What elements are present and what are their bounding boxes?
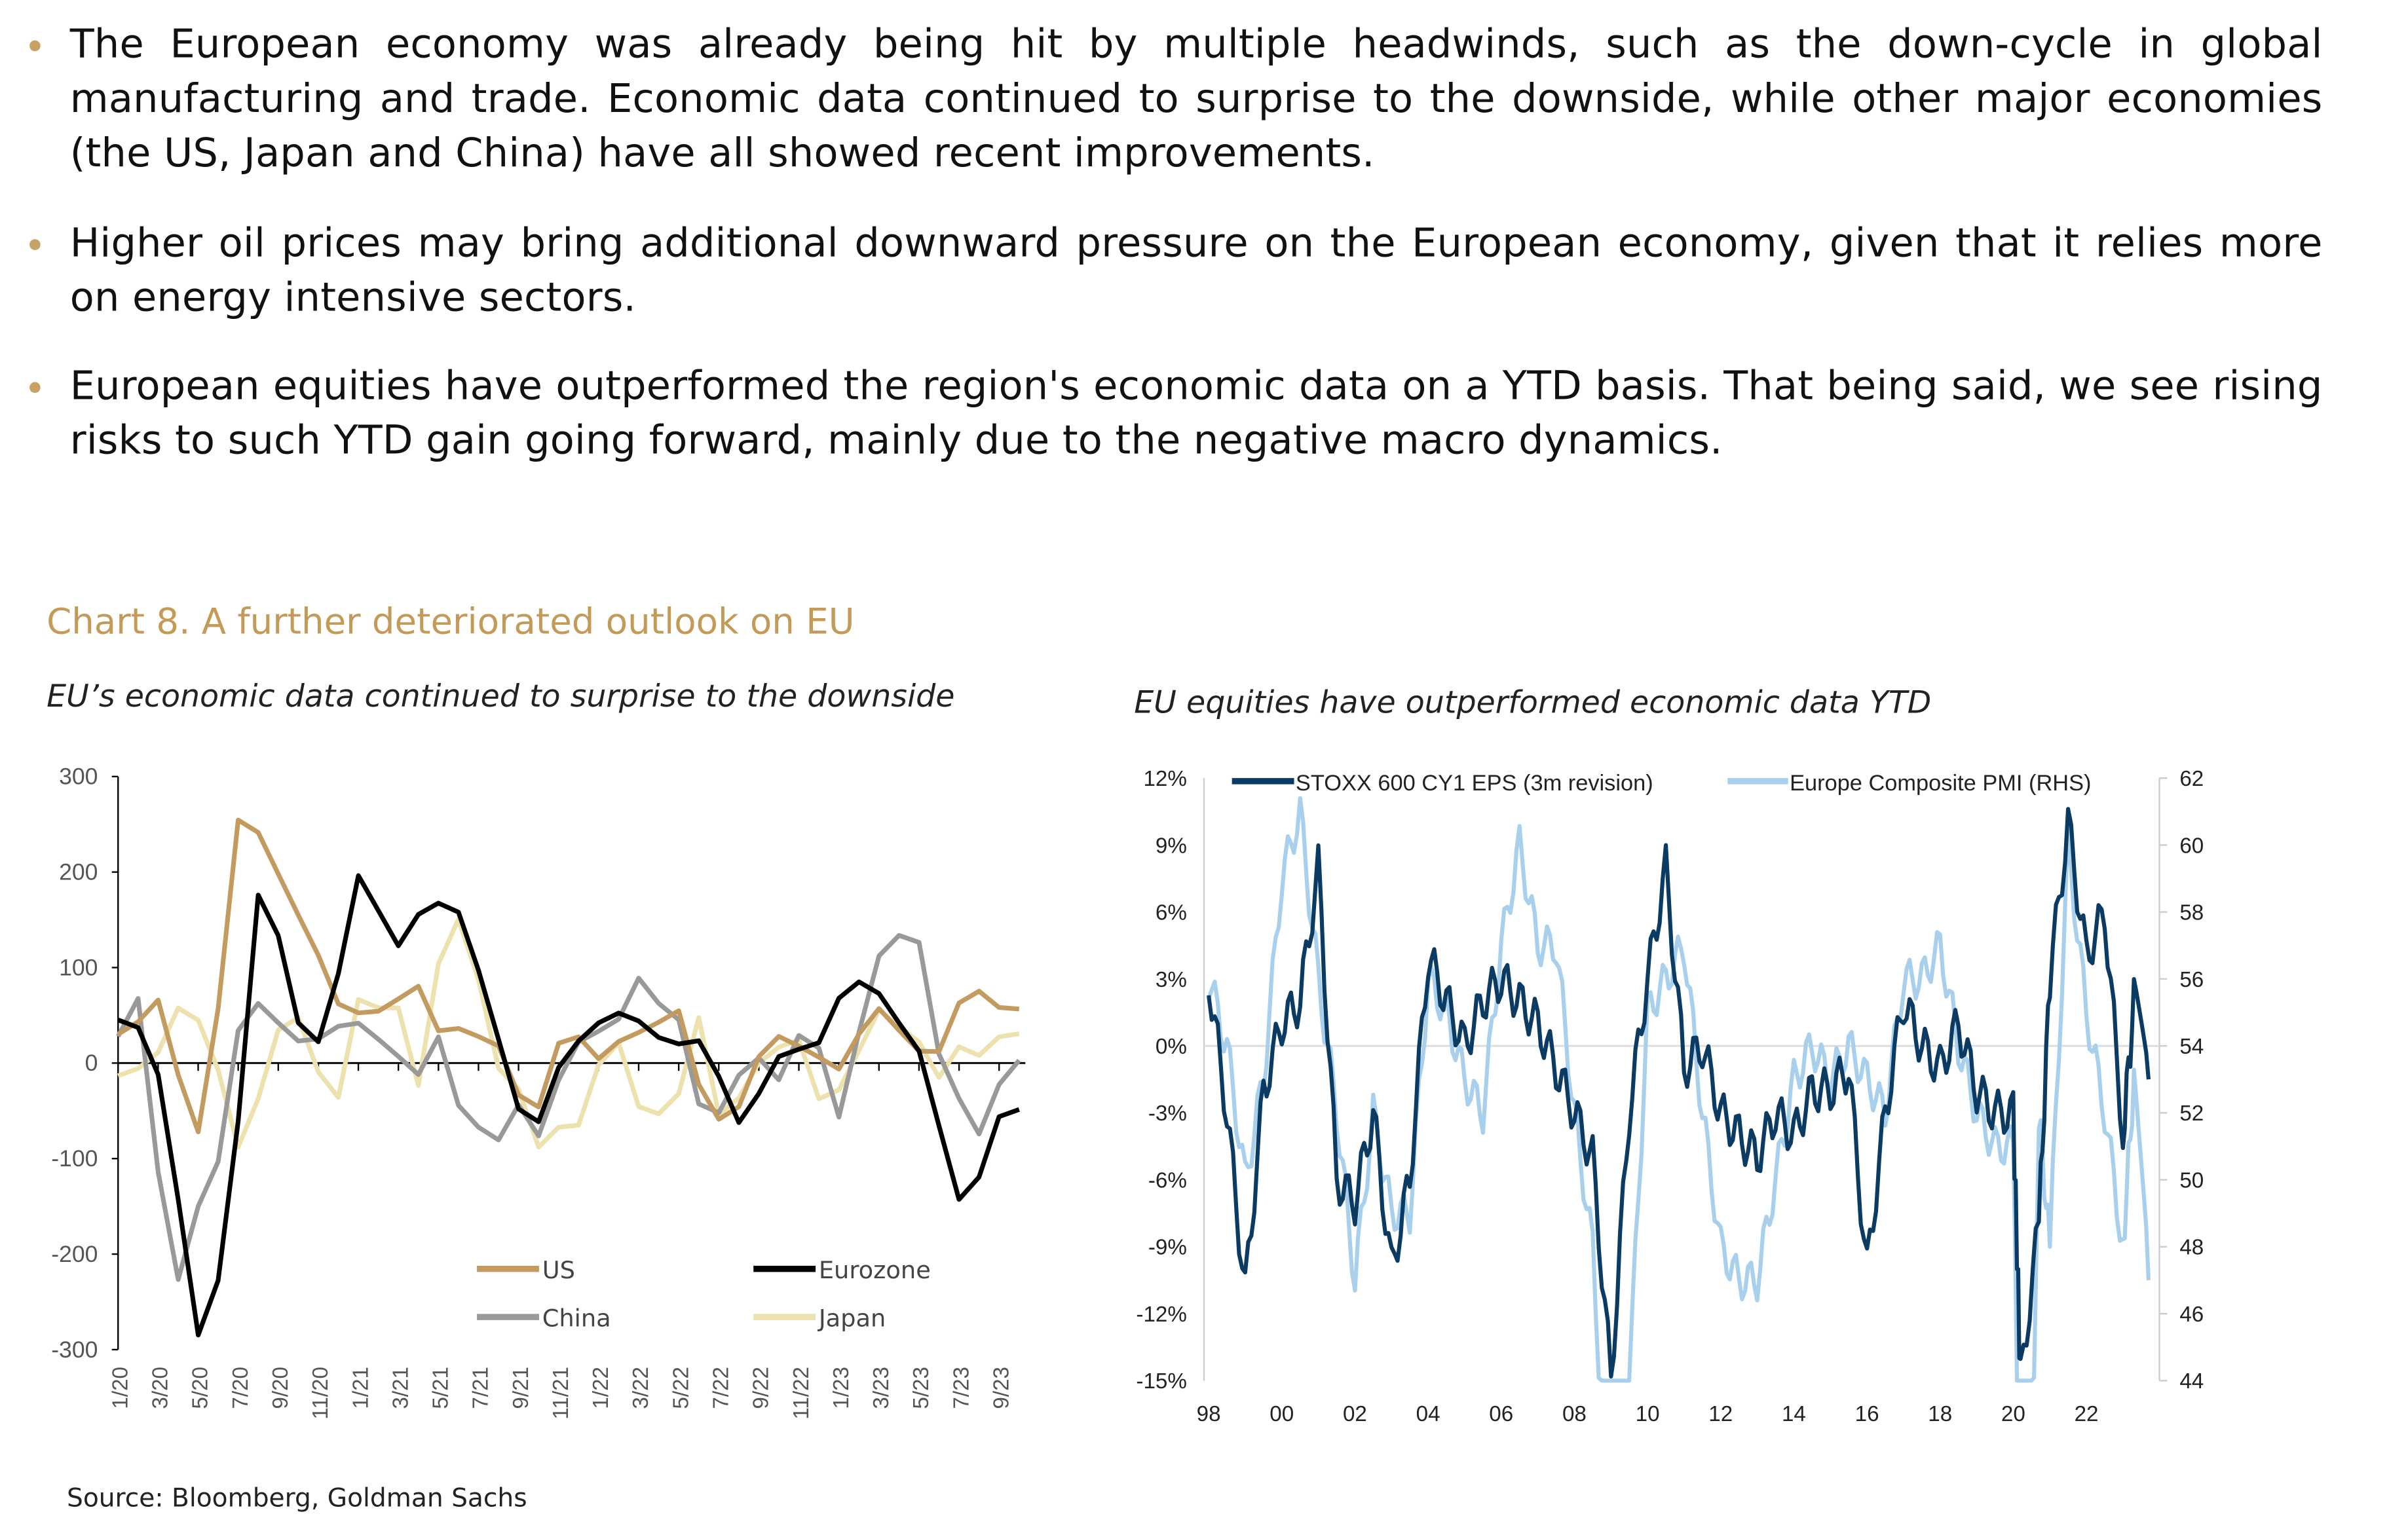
y-tick-label: 9% <box>1155 834 1187 859</box>
x-tick-label: 06 <box>1489 1402 1514 1427</box>
x-tick-label: 08 <box>1562 1402 1587 1427</box>
x-tick-label: 20 <box>2001 1402 2025 1427</box>
x-tick-label: 11/22 <box>789 1367 814 1420</box>
x-tick-label: 11/20 <box>309 1367 333 1420</box>
bullet-text: The European economy was already being hit by multiple headwinds, such as the down-cycle in global manufacturing and trade. Economic data continued to surprise to the downside, while other major economies (the US, Japan and China) have all showed recent improvements. <box>69 22 2323 177</box>
chart-title: Chart 8. A further deteriorated outlook on EU <box>47 602 855 643</box>
y2-tick-label: 62 <box>2179 767 2204 792</box>
x-tick-label: 3/20 <box>148 1367 173 1409</box>
right-chart-subtitle: EU equities have outperformed economic data YTD <box>1134 683 1932 721</box>
y2-tick-label: 50 <box>2179 1168 2204 1193</box>
x-tick-label: 1/22 <box>589 1367 614 1409</box>
x-tick-label: 5/20 <box>188 1367 213 1409</box>
x-tick-label: 7/21 <box>468 1367 493 1409</box>
y2-tick-label: 56 <box>2179 967 2204 992</box>
x-tick-label: 16 <box>1854 1402 1879 1427</box>
x-tick-label: 11/21 <box>548 1367 573 1420</box>
y-tick-label: 12% <box>1143 767 1187 792</box>
y2-tick-label: 48 <box>2179 1235 2204 1260</box>
x-tick-label: 02 <box>1342 1402 1367 1427</box>
bullet-text: European equities have outperformed the region's economic data on a YTD basis. That being said, we see rising risks to such YTD gain going forward, mainly due to the negative macro dynamics. <box>69 363 2323 465</box>
x-tick-label: 5/22 <box>669 1367 694 1409</box>
x-tick-label: 14 <box>1781 1402 1806 1427</box>
x-tick-label: 9/23 <box>989 1367 1014 1409</box>
y-tick-label: 3% <box>1155 967 1187 992</box>
x-tick-label: 18 <box>1928 1402 1953 1427</box>
source-note: Source: Bloomberg, Goldman Sachs <box>66 1483 527 1513</box>
y-tick-label: -3% <box>1148 1101 1187 1126</box>
x-tick-label: 10 <box>1635 1402 1660 1427</box>
x-tick-label: 7/20 <box>228 1367 253 1409</box>
legend-label-us: US <box>542 1255 575 1284</box>
y-tick-label: -100 <box>51 1145 98 1172</box>
x-tick-label: 9/20 <box>269 1367 293 1409</box>
x-tick-label: 04 <box>1416 1402 1440 1427</box>
y2-tick-label: 44 <box>2179 1369 2204 1394</box>
x-tick-label: 3/21 <box>388 1367 413 1409</box>
x-tick-label: 1/21 <box>348 1367 373 1409</box>
y-tick-label: -15% <box>1136 1369 1187 1394</box>
y-tick-label: -300 <box>51 1336 98 1363</box>
x-tick-label: 5/23 <box>909 1367 934 1409</box>
x-tick-label: 9/22 <box>749 1367 774 1409</box>
x-tick-label: 9/21 <box>508 1367 533 1409</box>
legend-label-eurozone: Eurozone <box>818 1255 931 1284</box>
y2-tick-label: 58 <box>2179 900 2204 925</box>
x-tick-label: 1/23 <box>829 1367 854 1409</box>
y2-tick-label: 52 <box>2179 1101 2204 1126</box>
y-tick-label: 0% <box>1155 1034 1187 1059</box>
y-tick-label: 100 <box>59 954 98 981</box>
x-tick-label: 00 <box>1270 1402 1294 1427</box>
series-line-pmi <box>1209 798 2149 1381</box>
series-line-eps <box>1209 809 2149 1377</box>
x-tick-label: 7/23 <box>949 1367 974 1409</box>
x-tick-label: 3/23 <box>869 1367 894 1409</box>
x-tick-label: 7/22 <box>709 1367 734 1409</box>
x-tick-label: 1/20 <box>108 1367 133 1409</box>
y-tick-label: -12% <box>1136 1302 1187 1327</box>
y2-tick-label: 54 <box>2179 1034 2204 1059</box>
x-tick-label: 12 <box>1708 1402 1733 1427</box>
x-tick-label: 98 <box>1196 1402 1221 1427</box>
y-tick-label: 200 <box>59 859 98 885</box>
y-tick-label: 6% <box>1155 900 1187 925</box>
y2-tick-label: 60 <box>2179 834 2204 859</box>
y-tick-label: 0 <box>85 1050 98 1077</box>
x-tick-label: 3/22 <box>629 1367 654 1409</box>
y-tick-label: 300 <box>59 763 98 790</box>
x-tick-label: 5/21 <box>428 1367 453 1409</box>
legend-label-china: China <box>542 1304 611 1333</box>
x-tick-label: 22 <box>2074 1402 2099 1427</box>
y2-tick-label: 46 <box>2179 1302 2204 1327</box>
bullet-text: Higher oil prices may bring additional downward pressure on the European economy, given that it relies more on energy intensive sectors. <box>69 220 2323 322</box>
legend-label-pmi: Europe Composite PMI (RHS) <box>1790 771 2092 796</box>
legend-label-eps: STOXX 600 CY1 EPS (3m revision) <box>1295 771 1653 796</box>
y-tick-label: -200 <box>51 1240 98 1267</box>
legend-label-japan: Japan <box>818 1304 886 1333</box>
y-tick-label: -9% <box>1148 1235 1187 1260</box>
left-chart-subtitle: EU’s economic data continued to surprise to the downside <box>47 677 955 714</box>
y-tick-label: -6% <box>1148 1168 1187 1193</box>
